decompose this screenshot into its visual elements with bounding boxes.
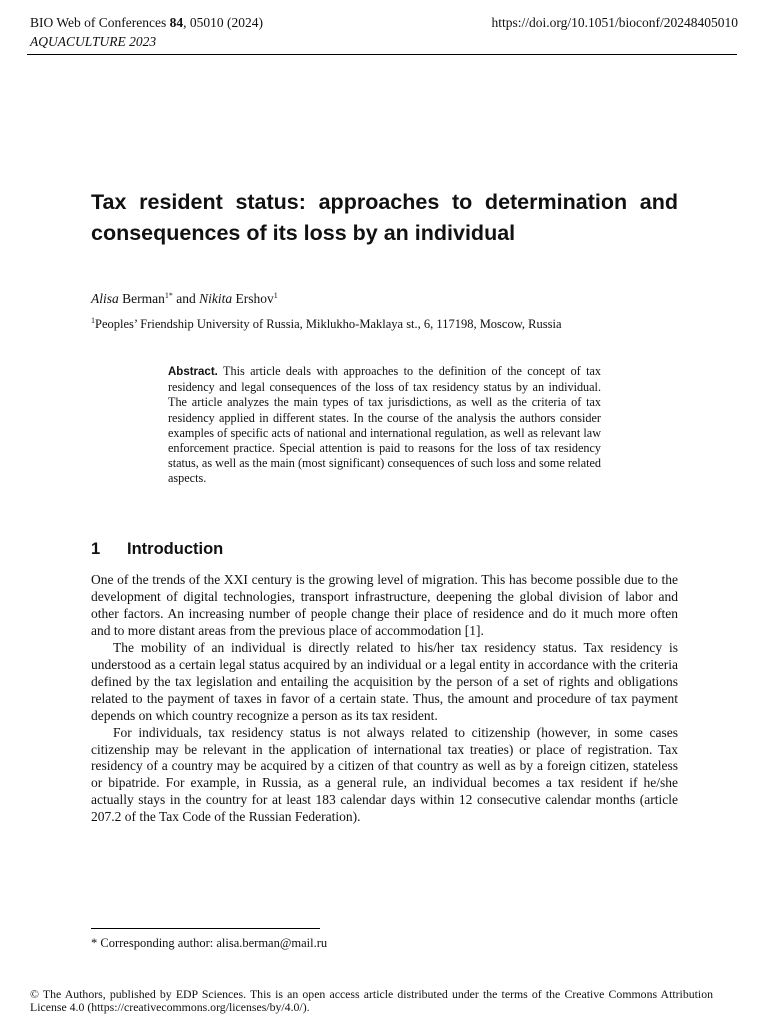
footnote	[91, 936, 327, 951]
author-conjunction: and	[172, 291, 200, 306]
author-1-last-name: Berman	[118, 291, 165, 306]
author-2-last-name: Ershov	[232, 291, 274, 306]
author-2-marker: 1	[273, 291, 278, 300]
journal-volume: 84	[169, 15, 184, 30]
abstract	[168, 364, 601, 487]
header-rule	[27, 54, 737, 55]
affiliation	[91, 317, 562, 332]
doi-link[interactable]: https://doi.org/10.1051/bioconf/20248405010	[491, 15, 738, 30]
author-list	[91, 291, 278, 307]
abstract-label: Abstract.	[168, 366, 218, 378]
abstract-text: This article deals with approaches to the definition of the concept of tax residency and legal consequences of the loss of tax residency status by an individual. The article analyzes the main types of tax jurisdictions, as well as the criteria of tax residency applied in different states. In the course of the analysis the authors consider examples of specific acts of national and international regulation, as well as relevant law enforcement practice. Special attention is paid to reasons for the loss of tax residency status, as well as the main (most significant) consequences of such loss and some related aspects.	[168, 364, 602, 486]
author-1-marker: 1*	[164, 291, 173, 300]
section-body	[91, 572, 678, 826]
section-title: Introduction	[127, 540, 224, 558]
footnote-rule	[91, 928, 320, 929]
affiliation-text: Peoples’ Friendship University of Russia, Miklukho-Maklaya st., 6, 117198, Moscow, Russia	[95, 317, 562, 331]
section-number: 1	[91, 540, 101, 558]
journal-citation	[30, 15, 263, 31]
paragraph: The mobility of an individual is directly related to his/her tax residency status. Tax residency is understood as a certain legal status acquired by an individual or a legal entity in accordance with the criteria defined by the tax legislation and entailing the acquisition by the person of a set of rights and obligations related to the payment of taxes in favor of a certain state. Thus, the amount and procedure of tax payment depends on which country recognize a person as its tax resident.	[91, 639, 678, 723]
journal-name: BIO Web of Conferences	[30, 15, 170, 30]
footnote-mark: *	[91, 936, 98, 950]
paragraph: One of the trends of the XXI century is the growing level of migration. This has become possible due to the development of digital technologies, transport infrastructure, deepening the global division of labor and other factors. An increasing number of people change their place of residence and do it much more often and to more distant areas from the previous place of accommodation [1].	[91, 572, 678, 638]
corresponding-email[interactable]: alisa.berman@mail.ru	[216, 936, 328, 950]
section-heading	[91, 540, 223, 559]
affiliation-marker: 1	[91, 316, 95, 325]
author-2-first-name: Nikita	[199, 291, 233, 306]
footnote-label: Corresponding author:	[97, 936, 217, 950]
author-1-first-name: Alisa	[91, 291, 119, 306]
license-notice: © The Authors, published by EDP Sciences. This is an open access article distributed under the terms of the Creative Commons Attribution License 4.0 (https://creativecommons.org/licenses/by/4.0/).	[30, 987, 713, 1014]
article-title: Tax resident status: approaches to determination and consequences of its loss by an individual	[91, 190, 678, 245]
journal-issue: , 05010 (2024)	[183, 15, 263, 30]
conference-name: AQUACULTURE 2023	[30, 34, 157, 49]
paragraph: For individuals, tax residency status is not always related to citizenship (however, in some cases citizenship may be relevant in the application of international tax treaties) or place of registration. Tax residency of a country may be acquired by a citizen of that country as well as by a foreign citizen, stateless or bipatride. For example, in Russia, as a general rule, an individual becomes a tax resident if he/she actually stays in the country for at least 183 calendar days within 12 consecutive calendar months (article 207.2 of the Tax Code of the Russian Federation).	[91, 724, 678, 825]
